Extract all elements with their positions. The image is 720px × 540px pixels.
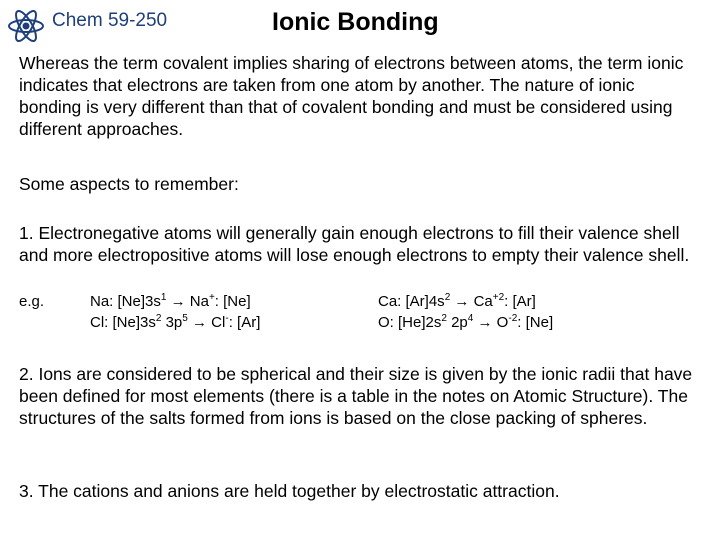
point-3-paragraph: 3. The cations and anions are held together by electrostatic attraction. [19,481,560,501]
aspects-heading: Some aspects to remember: [19,174,239,194]
intro-paragraph: Whereas the term covalent implies sharing of electrons between atoms, the term ionic indicates that electrons are taken from one atom by another. The nature of ionic bonding is very different than that of covalent bonding and must be considered using different approaches. [19,53,684,139]
chloride-ion-config: Cl: $[Ne]3s^2$ $3p^5 \to Cl^-$: [Ar] [90,313,261,331]
atom-logo-icon [6,6,46,46]
course-label: Chem 59-250 [52,10,168,31]
page-title: Ionic Bonding [272,8,439,36]
calcium-ion-config: Ca: $[Ar]4s^2 \to Ca^{+2}$: [Ar] [378,292,536,310]
oxide-ion-config: O: $[He]2s^2$ $2p^4 \to O^{-2}$: [Ne] [378,313,554,331]
sodium-ion-config: Na: $[Ne]3s^1 \to Na^+$: [Ne] [90,292,251,310]
example-label: e.g. [19,293,45,310]
point-2-paragraph: 2. Ions are considered to be spherical and their size is given by the ionic radii that have been defined for most elements (there is a table in the notes on Atomic Structure). The structures of the salts formed from ions is based on the close packing of spheres. [19,364,693,428]
point-1-paragraph: 1. Electronegative atoms will generally gain enough electrons to fill their valence shell and more electropositive atoms will lose enough electrons to empty their valence shell. [19,223,690,265]
